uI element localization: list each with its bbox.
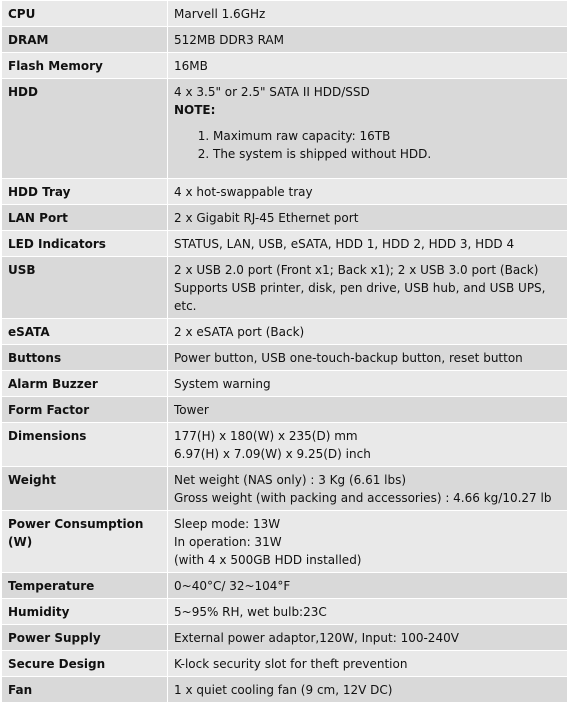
- spec-value-line: In operation: 31W: [174, 535, 282, 549]
- spec-row: [2, 371, 568, 397]
- spec-value-line: 2 x eSATA port (Back): [174, 325, 305, 339]
- spec-value-line: K-lock security slot for theft prevention: [174, 657, 408, 671]
- spec-value-line: 1 x quiet cooling fan (9 cm, 12V DC): [174, 683, 393, 697]
- spec-value: [168, 467, 568, 511]
- note-item: 1. Maximum raw capacity: 16TB: [213, 127, 561, 145]
- spec-value: [168, 205, 568, 231]
- spec-value: [168, 599, 568, 625]
- spec-value-line: 512MB DDR3 RAM: [174, 33, 284, 47]
- spec-value-line: (with 4 x 500GB HDD installed): [174, 553, 362, 567]
- spec-label: Flash Memory: [2, 53, 168, 79]
- spec-label: Humidity: [2, 599, 168, 625]
- spec-label: Power Consumption (W): [2, 511, 168, 573]
- spec-value-line: Marvell 1.6GHz: [174, 7, 266, 21]
- spec-label: Secure Design: [2, 651, 168, 677]
- spec-row: [2, 599, 568, 625]
- spec-value: [168, 257, 568, 319]
- spec-value: [168, 651, 568, 677]
- spec-label: Form Factor: [2, 397, 168, 423]
- spec-value-line: Sleep mode: 13W: [174, 517, 281, 531]
- spec-value: [168, 319, 568, 345]
- specs-table-body: [2, 1, 568, 703]
- spec-value-line: System warning: [174, 377, 271, 391]
- spec-label: Fan: [2, 677, 168, 703]
- spec-row: [2, 1, 568, 27]
- spec-label: Dimensions: [2, 423, 168, 467]
- specs-table: [1, 0, 568, 703]
- spec-value: [168, 345, 568, 371]
- spec-row: [2, 573, 568, 599]
- spec-value: [168, 53, 568, 79]
- spec-value: [168, 1, 568, 27]
- spec-label: eSATA: [2, 319, 168, 345]
- spec-value-line: Supports USB printer, disk, pen drive, USB hub, and USB UPS, etc.: [174, 281, 546, 313]
- spec-value-line: Gross weight (with packing and accessories) : 4.66 kg/10.27 lb: [174, 491, 552, 505]
- spec-value-line: Power button, USB one-touch-backup button, reset button: [174, 351, 523, 365]
- spec-label: USB: [2, 257, 168, 319]
- spec-value: [168, 511, 568, 573]
- spec-value: [168, 423, 568, 467]
- spec-value-line: 4 x 3.5" or 2.5" SATA II HDD/SSD: [174, 85, 370, 99]
- spec-label: Temperature: [2, 573, 168, 599]
- spec-row: [2, 231, 568, 257]
- spec-value: [168, 79, 568, 179]
- spec-label: HDD: [2, 79, 168, 179]
- note-item: 2. The system is shipped without HDD.: [213, 145, 561, 163]
- spec-row: [2, 467, 568, 511]
- spec-value-line: STATUS, LAN, USB, eSATA, HDD 1, HDD 2, HDD 3, HDD 4: [174, 237, 515, 251]
- spec-value-line: 5~95% RH, wet bulb:23C: [174, 605, 327, 619]
- spec-value: [168, 179, 568, 205]
- spec-value-line: 177(H) x 180(W) x 235(D) mm: [174, 429, 358, 443]
- spec-label: DRAM: [2, 27, 168, 53]
- spec-label: HDD Tray: [2, 179, 168, 205]
- spec-label: CPU: [2, 1, 168, 27]
- spec-value-line: Tower: [174, 403, 209, 417]
- spec-value: [168, 231, 568, 257]
- spec-row: [2, 27, 568, 53]
- spec-value: [168, 677, 568, 703]
- spec-row: [2, 345, 568, 371]
- spec-label: Alarm Buzzer: [2, 371, 168, 397]
- spec-value: [168, 397, 568, 423]
- spec-value-line: 6.97(H) x 7.09(W) x 9.25(D) inch: [174, 447, 371, 461]
- spec-row: [2, 319, 568, 345]
- spec-label: LAN Port: [2, 205, 168, 231]
- spec-value-line: 4 x hot-swappable tray: [174, 185, 313, 199]
- spec-row: [2, 511, 568, 573]
- spec-value-line: 0~40°C/ 32~104°F: [174, 579, 291, 593]
- spec-value-line: 16MB: [174, 59, 208, 73]
- spec-value: [168, 27, 568, 53]
- spec-label: Weight: [2, 467, 168, 511]
- spec-value-line: 2 x USB 2.0 port (Front x1; Back x1); 2 x USB 3.0 port (Back): [174, 263, 539, 277]
- spec-value: [168, 573, 568, 599]
- spec-label: LED Indicators: [2, 231, 168, 257]
- spec-row: [2, 257, 568, 319]
- spec-value: [168, 625, 568, 651]
- spec-value-line: Net weight (NAS only) : 3 Kg (6.61 lbs): [174, 473, 407, 487]
- spec-row: [2, 205, 568, 231]
- spec-row: [2, 677, 568, 703]
- spec-row: [2, 423, 568, 467]
- spec-row: [2, 79, 568, 179]
- spec-label: Buttons: [2, 345, 168, 371]
- spec-row: [2, 651, 568, 677]
- spec-value-line: External power adaptor,120W, Input: 100-240V: [174, 631, 459, 645]
- note-list: [174, 127, 561, 163]
- spec-row: [2, 53, 568, 79]
- spec-label: Power Supply: [2, 625, 168, 651]
- spec-value: [168, 371, 568, 397]
- spec-row: [2, 625, 568, 651]
- spec-row: [2, 179, 568, 205]
- spec-row: [2, 397, 568, 423]
- note-label: NOTE:: [174, 103, 216, 117]
- spec-value-line: 2 x Gigabit RJ-45 Ethernet port: [174, 211, 359, 225]
